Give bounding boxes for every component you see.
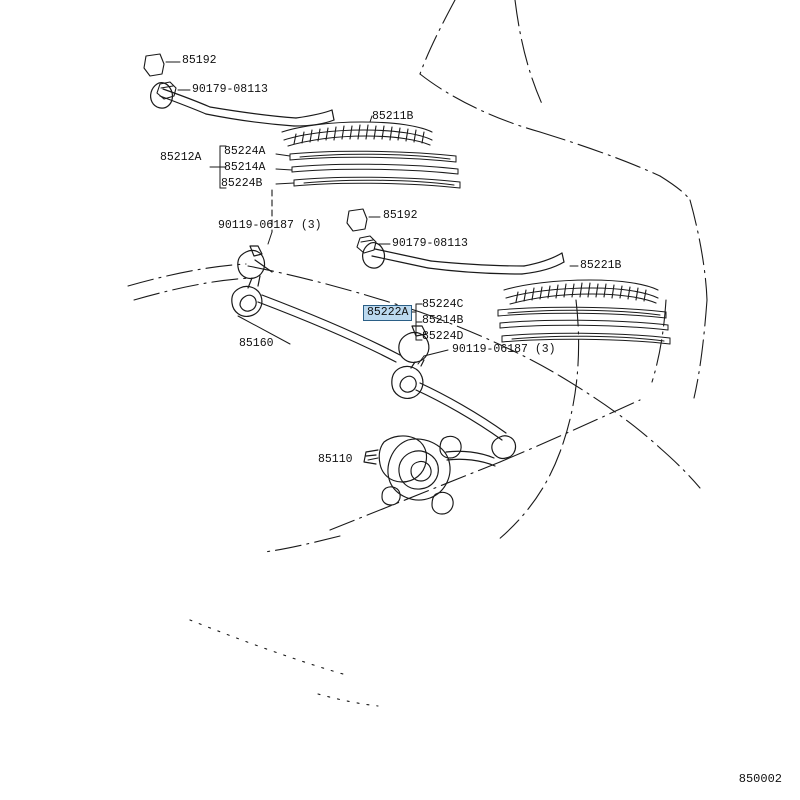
label-insert-left-c: 85224B	[221, 177, 263, 190]
label-linkage: 85160	[239, 337, 274, 350]
label-bolt-left: 90119-06187 (3)	[218, 219, 322, 232]
label-insert-left-b: 85214A	[224, 161, 266, 174]
label-insert-right-c: 85224D	[422, 330, 464, 343]
label-nut-right: 90179-08113	[392, 237, 468, 250]
label-cap-right: 85192	[383, 209, 418, 222]
label-arm-group-left: 85212A	[160, 151, 202, 164]
label-arm-group-right-highlighted[interactable]: 85222A	[363, 305, 412, 321]
label-nut-left: 90179-08113	[192, 83, 268, 96]
label-blade-assy-left: 85211B	[372, 110, 414, 123]
label-cap-left: 85192	[182, 54, 217, 67]
label-insert-right-b: 85214B	[422, 314, 464, 327]
label-insert-left-a: 85224A	[224, 145, 266, 158]
diagram-code: 850002	[738, 772, 782, 786]
label-blade-assy-right: 85221B	[580, 259, 622, 272]
label-bolt-right: 90119-06187 (3)	[452, 343, 556, 356]
label-insert-right-a: 85224C	[422, 298, 464, 311]
label-motor: 85110	[318, 453, 353, 466]
